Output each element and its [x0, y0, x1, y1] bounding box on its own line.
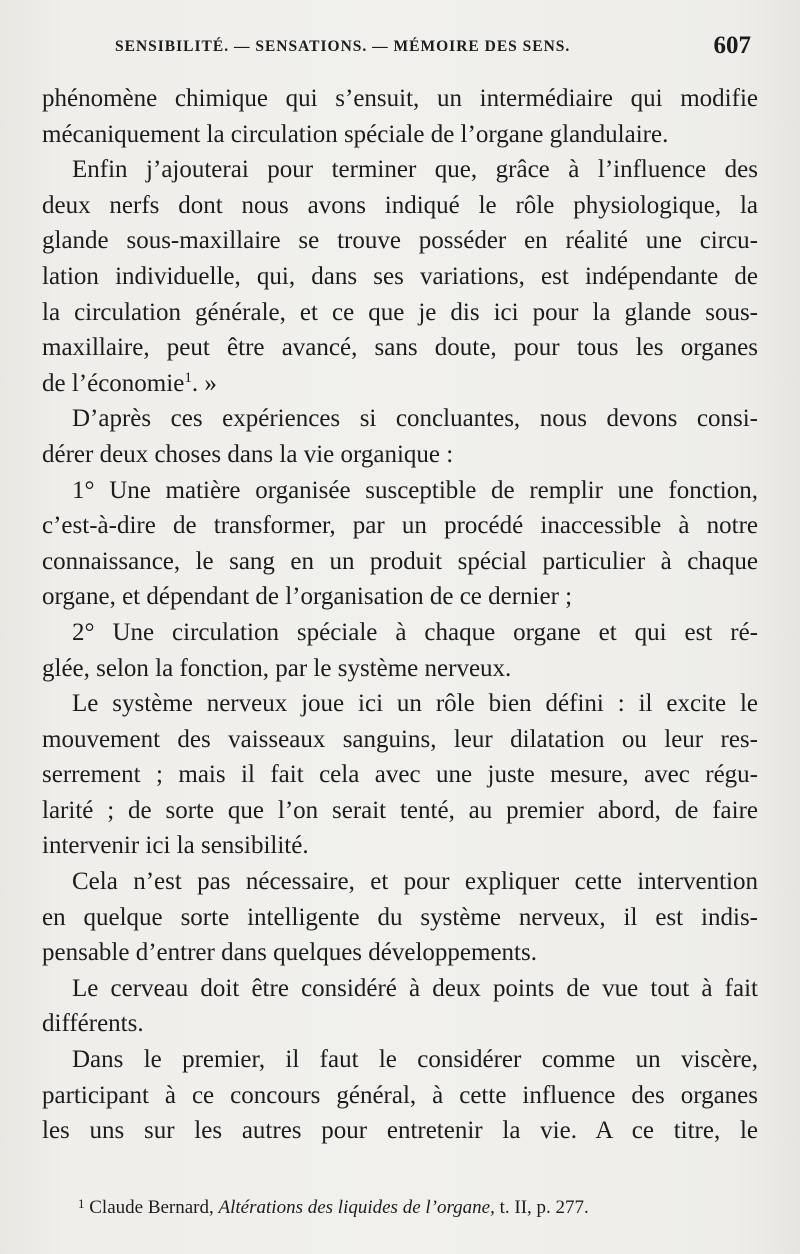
- running-title: SENSIBILITÉ. — SENSATIONS. — MÉMOIRE DES SENS.: [115, 38, 571, 55]
- text-line: [42, 544, 758, 580]
- text-line: [42, 366, 758, 402]
- text-line: [42, 188, 758, 224]
- text-line: [42, 686, 758, 722]
- footnote-ref: , t. II, p. 277.: [490, 1197, 589, 1218]
- text-line-content: Enfin j’ajouterai pour terminer que, grâce à l’influence des: [72, 156, 758, 184]
- text-line-content: mécaniquement la circulation spéciale de l’organe glandulaire.: [42, 120, 669, 148]
- text-line: [42, 117, 758, 153]
- text-line: [42, 579, 758, 615]
- text-line: [42, 722, 758, 758]
- text-line-tail: . »: [191, 369, 217, 397]
- text-line-content: intervenir ici la sensibilité.: [42, 832, 309, 860]
- text-line-content: en quelque sorte intelligente du système nerveux, il est indis-: [42, 903, 758, 931]
- text-line: [42, 437, 758, 473]
- text-line-content: mouvement des vaisseaux sanguins, leur dilatation ou leur res-: [42, 725, 758, 753]
- text-line-content: participant à ce concours général, à cette influence des organes: [42, 1081, 758, 1109]
- text-line: [42, 971, 758, 1007]
- text-line: [42, 401, 758, 437]
- text-line-content: larité ; de sorte que l’on serait tenté, au premier abord, de faire: [42, 796, 758, 824]
- text-line-content: c’est-à-dire de transformer, par un procédé inaccessible à notre: [42, 512, 758, 540]
- text-line: [42, 508, 758, 544]
- footnote: [78, 1190, 758, 1222]
- text-line: [42, 81, 758, 117]
- page-number: 607: [713, 32, 751, 59]
- text-line-content: Dans le premier, il faut le considérer comme un viscère,: [72, 1046, 758, 1074]
- text-line-content: glande sous-maxillaire se trouve posséder en réalité une circu-: [42, 227, 758, 255]
- text-line: [42, 330, 758, 366]
- text-line-content: phénomène chimique qui s’ensuit, un intermédiaire qui modifie: [42, 85, 758, 112]
- text-line-content: Cela n’est pas nécessaire, et pour expliquer cette intervention: [72, 868, 758, 896]
- text-line-content: de l’économie: [42, 369, 185, 397]
- text-line: [42, 828, 758, 864]
- text-line-content: maxillaire, peut être avancé, sans doute, pour tous les organes: [42, 334, 758, 362]
- text-line: [42, 793, 758, 829]
- text-line: [42, 1042, 758, 1078]
- text-line: [42, 1113, 758, 1149]
- text-line-content: Le système nerveux joue ici un rôle bien défini : il excite le: [72, 690, 758, 718]
- text-line-content: la circulation générale, et ce que je dis ici pour la glande sous-: [42, 298, 758, 326]
- text-line-content: serrement ; mais il fait cela avec une juste mesure, avec régu-: [42, 761, 758, 789]
- text-line-content: pensable d’entrer dans quelques développements.: [42, 939, 537, 967]
- text-line-content: Le cerveau doit être considéré à deux points de vue tout à fait: [72, 974, 758, 1002]
- text-line: [42, 900, 758, 936]
- text-line: [42, 757, 758, 793]
- text-line: [42, 651, 758, 687]
- text-line-content: connaissance, le sang en un produit spécial particulier à chaque: [42, 547, 758, 575]
- text-line-content: 1° Une matière organisée susceptible de remplir une fonction,: [72, 476, 758, 504]
- footnote-title: Altérations des liquides de l’organe: [218, 1197, 491, 1218]
- text-line-content: lation individuelle, qui, dans ses variations, est indépendante de: [42, 262, 758, 290]
- text-line: [42, 615, 758, 651]
- text-line-content: les uns sur les autres pour entretenir la vie. A ce titre, le: [42, 1117, 758, 1145]
- text-line-content: dérer deux choses dans la vie organique :: [42, 440, 454, 468]
- text-line-content: différents.: [42, 1010, 144, 1038]
- text-line-content: 2° Une circulation spéciale à chaque organe et qui est ré-: [72, 618, 758, 646]
- text-line: [42, 935, 758, 971]
- page-header: [115, 32, 755, 66]
- footnote-marker: 1: [78, 1196, 85, 1211]
- text-line: [42, 473, 758, 509]
- text-line-content: organe, et dépendant de l’organisation de ce dernier ;: [42, 583, 573, 611]
- text-line: [42, 152, 758, 188]
- text-line: [42, 1006, 758, 1042]
- text-line-content: glée, selon la fonction, par le système nerveux.: [42, 654, 512, 682]
- text-line: [42, 259, 758, 295]
- text-line-content: D’après ces expériences si concluantes, nous devons consi-: [72, 405, 758, 433]
- text-line-content: deux nerfs dont nous avons indiqué le rôle physiologique, la: [42, 191, 758, 219]
- text-line: [42, 1078, 758, 1114]
- footnote-author: Claude Bernard,: [89, 1197, 214, 1218]
- text-line: [42, 295, 758, 331]
- body-text: [42, 81, 758, 1149]
- text-line: [42, 864, 758, 900]
- text-line: [42, 223, 758, 259]
- footnote-reference: 1: [184, 369, 192, 386]
